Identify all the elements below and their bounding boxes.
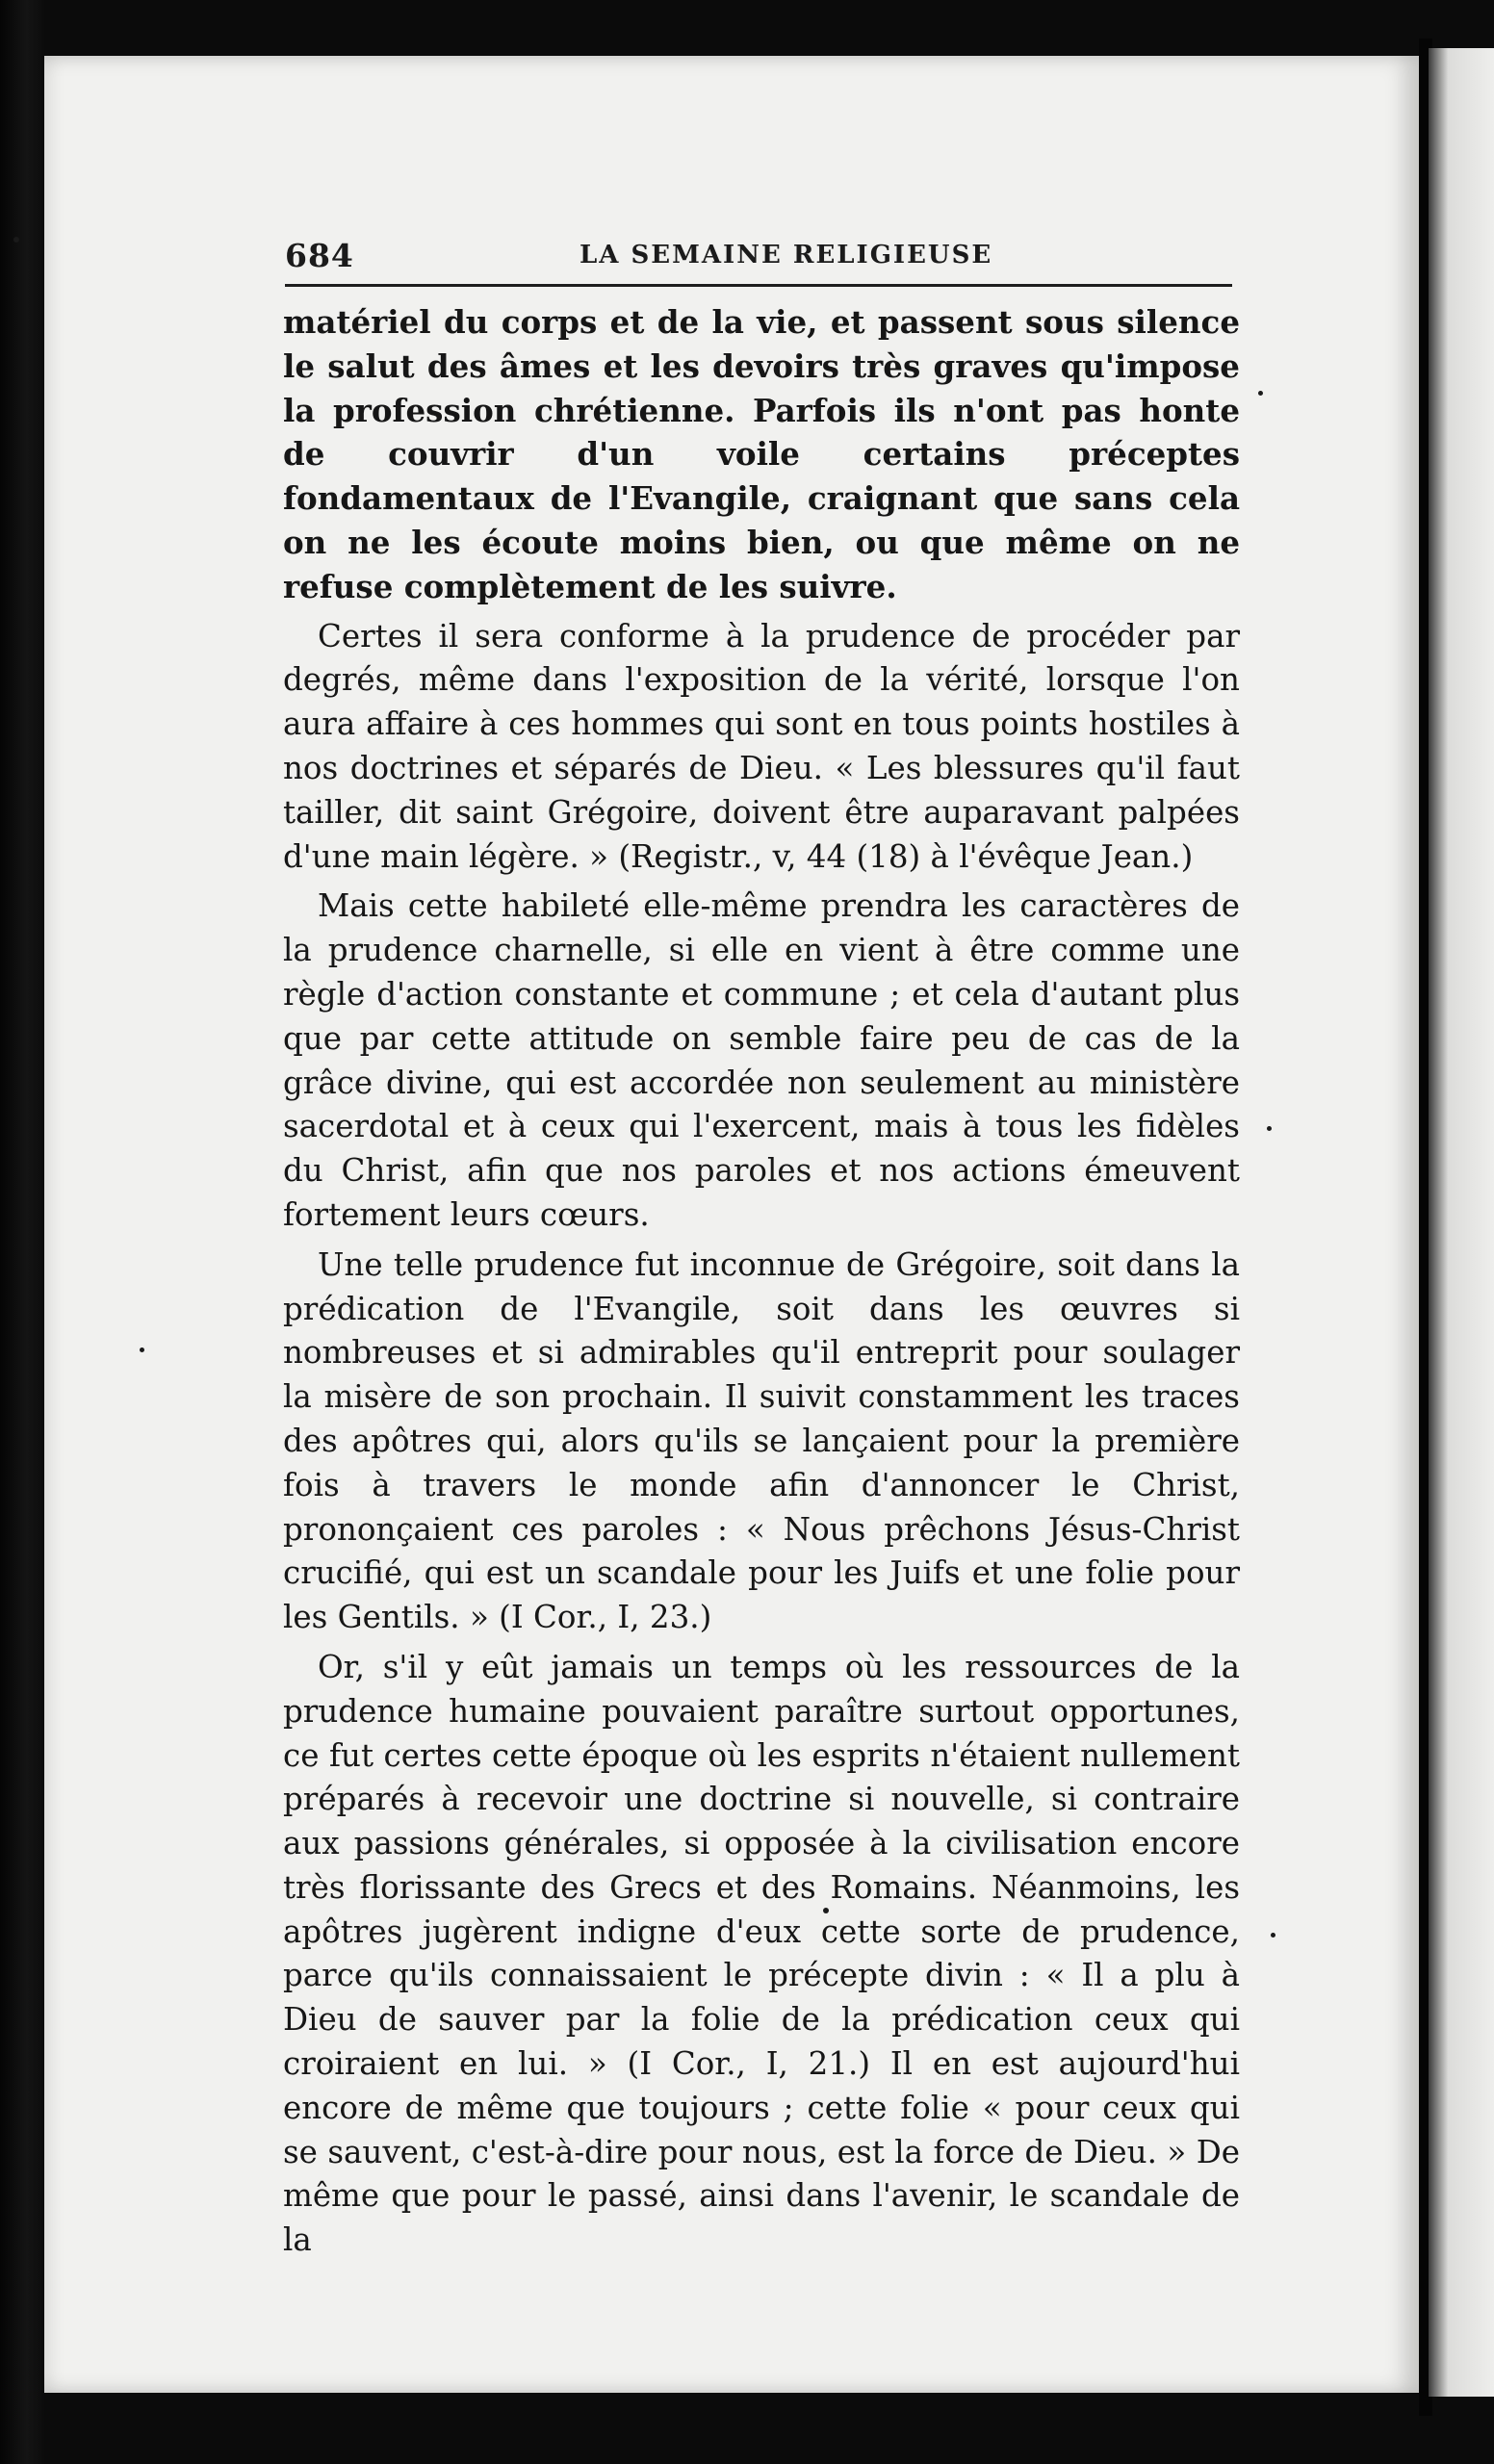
- paragraph-1: matériel du corps et de la vie, et passent sous silence le salut des âmes et les devoirs très graves qu'impose la profession chrétienne. Parfois ils n'ont pas honte de couvrir d'un voile certains préceptes fondamentaux de l'Evangile, craignant que sans cela on ne les écoute moins bien, ou que même on ne refuse complètement de les suivre.: [283, 303, 1240, 605]
- next-page-edge: [1429, 48, 1494, 2397]
- scan-speck: [823, 1908, 829, 1913]
- scan-speck: [140, 1348, 144, 1352]
- scan-speck: [1271, 1933, 1275, 1938]
- body-text: [283, 300, 1240, 2269]
- paragraph-3: Mais cette habileté elle-même prendra les caractères de la prudence charnelle, si elle en vient à être comme une règle d'action constante et commune ; et cela d'autant plus que par cette attitude on semble faire peu de cas de la grâce divine, qui est accordée non seulement au ministère sacerdotal et à ceux qui l'exercent, mais à tous les fidèles du Christ, afin que nos paroles et nos actions émeuvent fortement leurs cœurs.: [283, 887, 1240, 1233]
- paragraph-2: Certes il sera conforme à la prudence de procéder par degrés, même dans l'exposition de la vérité, lorsque l'on aura affaire à ces hommes qui sont en tous points hostiles à nos doctrines et séparés de Dieu. « Les blessures qu'il faut tailler, dit saint Grégoire, doivent être auparavant palpées d'une main légère. » (Registr., v, 44 (18) à l'évêque Jean.): [283, 617, 1240, 875]
- paragraph-5: Or, s'il y eût jamais un temps où les ressources de la prudence humaine pouvaient paraître surtout opportunes, ce fut certes cette époque où les esprits n'étaient nullement préparés à recevoir une doctrine si nouvelle, si contraire aux passions générales, si opposée à la civilisation encore très florissante des Grecs et des Romains. Néanmoins, les apôtres jugèrent indigne d'eux cette sorte de prudence, parce qu'ils connaissaient le précepte divin : « Il a plu à Dieu de sauver par la folie de la prédication ceux qui croiraient en lui. » (I Cor., I, 21.) Il en est aujourd'hui encore de même que toujours ; cette folie « pour ceux qui se sauvent, c'est-à-dire pour nous, est la force de Dieu. » De même que pour le passé, ainsi dans l'avenir, le scandale de la: [283, 1648, 1240, 2259]
- scan-speck: [1258, 391, 1263, 396]
- paragraph-4: Une telle prudence fut inconnue de Grégoire, soit dans la prédication de l'Evangile, soit dans les œuvres si nombreuses et si admirables qu'il entreprit pour soulager la misère de son prochain. Il suivit constamment les traces des apôtres qui, alors qu'ils se lançaient pour la première fois à travers le monde afin d'annoncer le Christ, prononçaient ces paroles : « Nous prêchons Jésus-Christ crucifié, qui est un scandale pour les Juifs et une folie pour les Gentils. » (I Cor., I, 23.): [283, 1245, 1240, 1636]
- scan-speck: [1267, 1126, 1272, 1131]
- running-title: LA SEMAINE RELIGIEUSE: [580, 241, 993, 270]
- page-number: 684: [285, 237, 354, 274]
- scan-dark-margin: [0, 0, 44, 2464]
- page-header: [285, 237, 1248, 283]
- scan-speck: [13, 237, 19, 243]
- header-rule: [285, 284, 1232, 287]
